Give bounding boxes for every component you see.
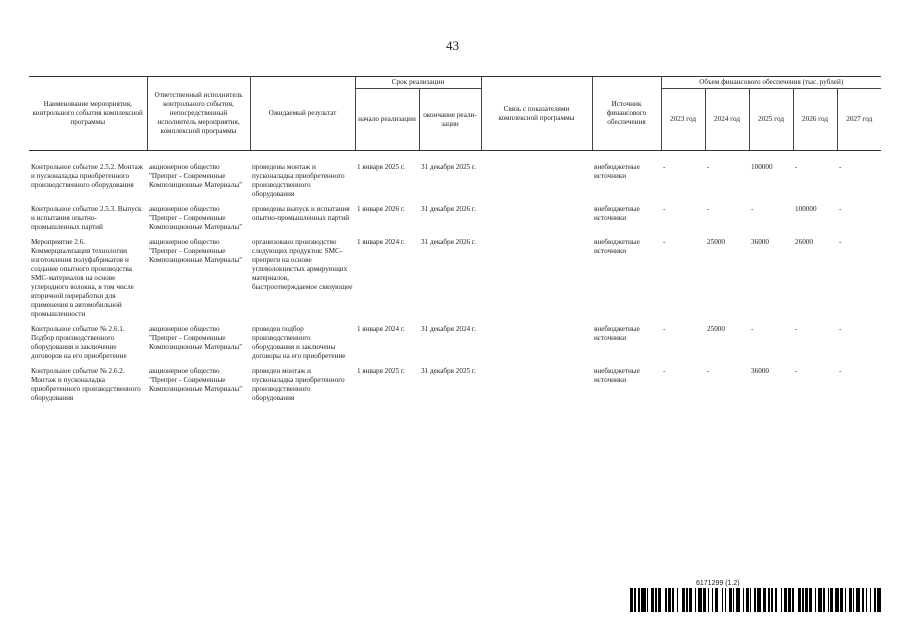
barcode-number: 6171299 (1.2)	[696, 580, 740, 587]
table-header	[29, 77, 881, 151]
cell-end: 31 декабря 2026 г.	[421, 205, 476, 213]
header-start: начало реализации	[355, 89, 419, 151]
cell-value-2024: -	[707, 205, 710, 213]
table-row	[29, 238, 881, 325]
header-term: Срок реализации	[355, 77, 481, 89]
cell-end: 31 декабря 2024 г.	[421, 325, 476, 333]
table-row	[29, 367, 881, 409]
header-responsible: Ответственный исполнитель контрольного события, непосредственный исполнитель мероприятия, комплексной программы	[147, 77, 250, 151]
cell-value-2026: -	[795, 163, 798, 171]
cell-source: внебюджетные источники	[594, 325, 640, 342]
cell-result: проведены монтаж и пусконаладка приобретенного производственного оборудования	[252, 163, 345, 198]
cell-value-2026: -	[795, 367, 798, 375]
cell-source: внебюджетные источники	[594, 238, 640, 255]
cell-name: Контрольное событие № 2.6.2. Монтаж и пусконаладка приобретенного производственного оборудования	[31, 367, 141, 402]
cell-link	[481, 325, 592, 367]
header-year-2024: 2024 год	[705, 89, 749, 151]
header-name: Наименование мероприятия, контрольного события комплексной программы	[29, 77, 147, 151]
cell-value-2026: 100000	[795, 205, 817, 213]
header-finance: Объем финансового обеспечения (тыс. рублей)	[661, 77, 881, 89]
header-end: окончание реали-зации	[419, 89, 481, 151]
cell-end: 31 декабря 2025 г.	[421, 163, 476, 171]
cell-link	[481, 205, 592, 238]
cell-source: внебюджетные источники	[594, 163, 640, 180]
cell-value-2027: -	[839, 325, 842, 333]
cell-value-2023: -	[663, 325, 666, 333]
cell-value-2025: -	[751, 325, 754, 333]
cell-responsible: акционерное общество "Препрег - Современные Композиционные Материалы"	[149, 238, 243, 264]
cell-value-2024: 25000	[707, 325, 725, 333]
barcode	[630, 588, 885, 612]
cell-value-2025: 36000	[751, 367, 769, 375]
cell-end: 31 декабря 2026 г.	[421, 238, 476, 246]
table-row	[29, 325, 881, 367]
cell-link	[481, 163, 592, 205]
header-year-2023: 2023 год	[661, 89, 705, 151]
cell-result: проведен монтаж и пусконаладка приобретенного производственного оборудования	[252, 367, 345, 402]
header-result: Ожидаемый результат	[250, 77, 355, 151]
cell-value-2027: -	[839, 163, 842, 171]
cell-start: 1 января 2025 г.	[357, 367, 405, 375]
cell-value-2027: -	[839, 238, 842, 246]
cell-result: организовано производство следующих продуктов: SMC-препреги на основе углеволокнистых армирующих материалов, быстроотверждаемое связующее	[252, 238, 353, 291]
cell-name: Контрольное событие 2.5.2. Монтаж и пусконаладка приобретенного производственного оборудования	[31, 163, 143, 189]
cell-responsible: акционерное общество "Препрег - Современные Композиционные Материалы"	[149, 163, 243, 189]
header-year-2025: 2025 год	[749, 89, 793, 151]
cell-value-2027: -	[839, 367, 842, 375]
table-row	[29, 205, 881, 238]
cell-source: внебюджетные источники	[594, 367, 640, 384]
cell-value-2024: -	[707, 163, 710, 171]
cell-result: проведены выпуск и испытания опытно-промышленных партий	[252, 205, 350, 222]
table-body	[29, 151, 881, 410]
header-link: Связь с показателями комплексной программы	[481, 77, 592, 151]
cell-responsible: акционерное общество "Препрег - Современные Композиционные Материалы"	[149, 205, 243, 231]
cell-value-2026: -	[795, 325, 798, 333]
cell-responsible: акционерное общество "Препрег - Современные Композиционные Материалы"	[149, 367, 243, 393]
barcode-bar	[881, 588, 884, 612]
cell-value-2024: 25000	[707, 238, 725, 246]
cell-value-2025: 100000	[751, 163, 773, 171]
cell-link	[481, 238, 592, 325]
cell-value-2027: -	[839, 205, 842, 213]
cell-value-2023: -	[663, 205, 666, 213]
cell-name: Контрольное событие № 2.6.1. Подбор производственного оборудования и заключение договоров на его приобретение	[31, 325, 127, 360]
cell-value-2025: 36000	[751, 238, 769, 246]
cell-value-2023: -	[663, 238, 666, 246]
cell-value-2026: 26000	[795, 238, 813, 246]
cell-result: проведен подбор производственного оборудования и заключены договоры на его приобретение	[252, 325, 346, 360]
cell-name: Контрольное событие 2.5.3. Выпуск и испытания опытно-промышленных партий	[31, 205, 142, 231]
cell-source: внебюджетные источники	[594, 205, 640, 222]
program-table	[29, 76, 881, 409]
cell-start: 1 января 2024 г.	[357, 238, 405, 246]
cell-end: 31 декабря 2025 г.	[421, 367, 476, 375]
cell-start: 1 января 2026 г.	[357, 205, 405, 213]
cell-value-2023: -	[663, 367, 666, 375]
page-number: 43	[446, 38, 459, 53]
header-year-2026: 2026 год	[793, 89, 837, 151]
cell-name: Мероприятие 2.6. Коммерциализация технологии изготовления полуфабрикатов и создание опытного производства SMC-материалов на основе углеродного волокна, в том числе вторичной переработки для применения в автомобильной промышленности	[31, 238, 134, 318]
cell-value-2024: -	[707, 367, 710, 375]
table-row	[29, 163, 881, 205]
cell-value-2025: -	[751, 205, 754, 213]
cell-start: 1 января 2025 г.	[357, 163, 405, 171]
cell-link	[481, 367, 592, 409]
cell-responsible: акционерное общество "Препрег - Современные Композиционные Материалы"	[149, 325, 243, 351]
cell-value-2023: -	[663, 163, 666, 171]
header-source: Источник финансового обеспечения	[592, 77, 661, 151]
cell-start: 1 января 2024 г.	[357, 325, 405, 333]
header-year-2027: 2027 год	[837, 89, 881, 151]
